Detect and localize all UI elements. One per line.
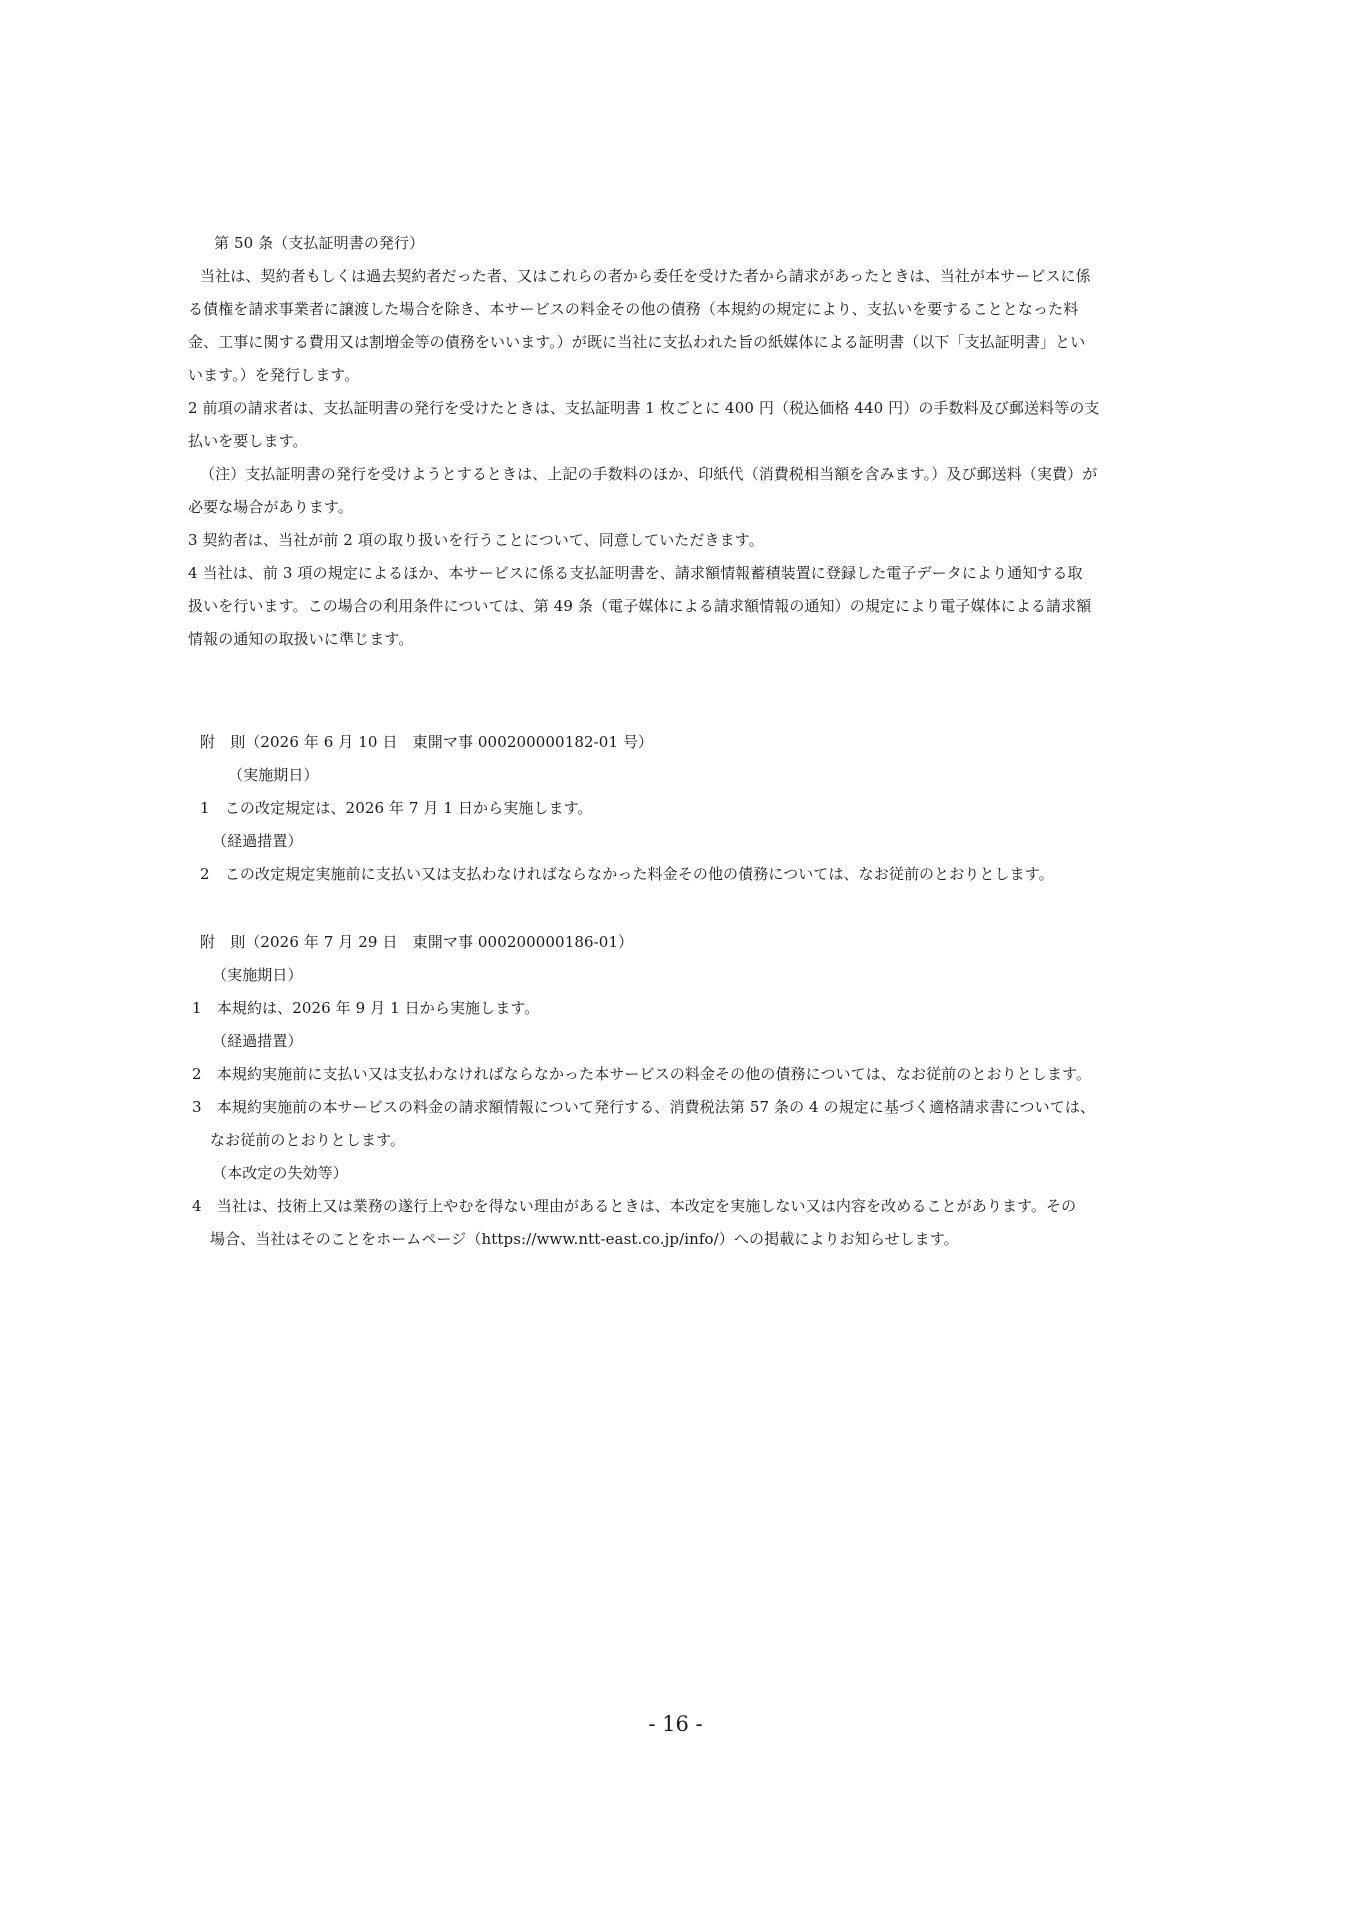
article-paragraph-line: 扱いを行います。この場合の利用条件については、第 49 条（電子媒体による請求額情報の通知）の規定により電子媒体による請求額 <box>188 597 1092 615</box>
supplement-line: 1 この改定規定は、2026 年 7 月 1 日から実施します。 <box>200 799 593 817</box>
article-paragraph-line: 金、工事に関する費用又は割増金等の債務をいいます。）が既に当社に支払われた旨の紙媒体による証明書（以下「支払証明書」とい <box>188 333 1086 351</box>
supplement-line: 4 当社は、技術上又は業務の遂行上やむを得ない理由があるときは、本改定を実施しない又は内容を改めることがあります。その <box>192 1197 1077 1215</box>
article-paragraph-line: る債権を請求事業者に譲渡した場合を除き、本サービスの料金その他の債務（本規約の規定により、支払いを要することとなった料 <box>188 300 1079 318</box>
supplement-line: （実施期日） <box>212 966 303 984</box>
supplement-line: （経過措置） <box>212 1032 303 1050</box>
page-number: - 16 - <box>648 1712 703 1736</box>
supplement-line: なお従前のとおりとします。 <box>210 1131 406 1149</box>
article-note-line: 必要な場合があります。 <box>188 498 353 516</box>
supplement-line: 3 本規約実施前の本サービスの料金の請求額情報について発行する、消費税法第 57 条の 4 の規定に基づく適格請求書については、 <box>192 1098 1096 1116</box>
supplement-header: 附 則（2026 年 7 月 29 日 東開マ事 000200000186-01） <box>200 933 634 951</box>
supplement-header: 附 則（2026 年 6 月 10 日 東開マ事 000200000182-01 号） <box>200 733 654 751</box>
supplement-line: （実施期日） <box>228 766 319 784</box>
article-paragraph-line: 情報の通知の取扱いに準じます。 <box>188 630 414 648</box>
article-paragraph-line: います。）を発行します。 <box>188 366 360 384</box>
article-title: 第 50 条（支払証明書の発行） <box>214 234 425 252</box>
article-paragraph-line: 2 前項の請求者は、支払証明書の発行を受けたときは、支払証明書 1 枚ごとに 400 円（税込価格 440 円）の手数料及び郵送料等の支 <box>188 399 1100 417</box>
article-note-line: （注）支払証明書の発行を受けようとするときは、上記の手数料のほか、印紙代（消費税相当額を含みます。）及び郵送料（実費）が <box>200 465 1098 483</box>
supplement-line: 2 この改定規定実施前に支払い又は支払わなければならなかった料金その他の債務については、なお従前のとおりとします。 <box>200 865 1054 883</box>
article-paragraph-line: 3 契約者は、当社が前 2 項の取り扱いを行うことについて、同意していただきます。 <box>188 531 764 549</box>
supplement-line: （本改定の失効等） <box>212 1164 348 1182</box>
supplement-line: （経過措置） <box>212 832 303 850</box>
supplement-line: 1 本規約は、2026 年 9 月 1 日から実施します。 <box>192 999 540 1017</box>
article-paragraph-line: 4 当社は、前 3 項の規定によるほか、本サービスに係る支払証明書を、請求額情報蓄積装置に登録した電子データにより通知する取 <box>188 564 1083 582</box>
supplement-line: 2 本規約実施前に支払い又は支払わなければならなかった本サービスの料金その他の債務については、なお従前のとおりとします。 <box>192 1065 1092 1083</box>
supplement-line: 場合、当社はそのことをホームページ（https://www.ntt-east.co.jp/info/）への掲載によりお知らせします。 <box>210 1230 959 1248</box>
article-paragraph-line: 当社は、契約者もしくは過去契約者だった者、又はこれらの者から委任を受けた者から請求があったときは、当社が本サービスに係 <box>200 267 1091 285</box>
article-paragraph-line: 払いを要します。 <box>188 432 308 450</box>
